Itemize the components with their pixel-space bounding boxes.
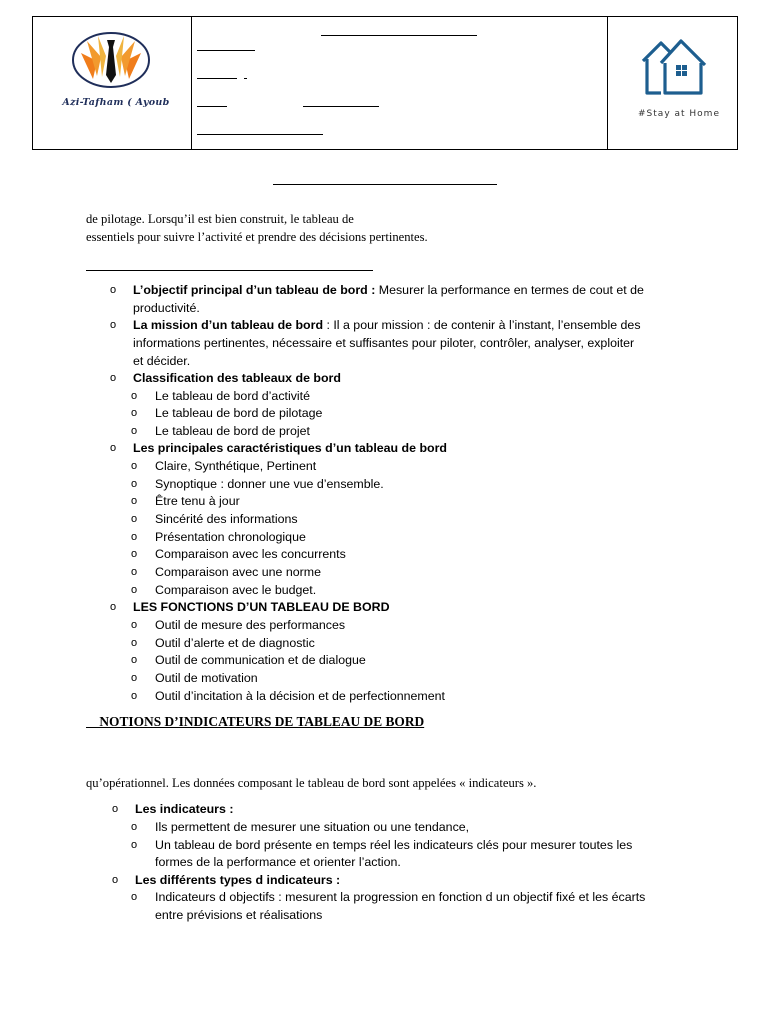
intro-line-1: de pilotage. Lorsqu’il est bien construit, le tableau de — [86, 212, 354, 226]
sub-list-item — [155, 494, 240, 508]
header-field-line — [197, 106, 227, 107]
list-item-text: Mesurer la performance en termes de cout et de — [378, 283, 644, 297]
sub-list-item — [155, 653, 366, 667]
sub-list-item — [155, 459, 316, 473]
list-item-text: productivité. — [133, 301, 200, 315]
list-item-text: entre prévisions et réalisations — [155, 908, 323, 922]
sub-list-item — [155, 838, 632, 852]
header-field-line — [303, 106, 379, 107]
list-item-text: Le tableau de bord d’activité — [155, 389, 310, 403]
section-title-indicators: NOTIONS D’INDICATEURS DE TABLEAU DE BORD — [86, 714, 425, 729]
sub-list-item — [155, 406, 322, 420]
logo-icon — [71, 31, 151, 89]
list-item-heading: L’objectif principal d’un tableau de bord : — [133, 283, 379, 297]
sub-list-item — [155, 890, 645, 904]
sub-list-item — [155, 477, 384, 491]
list-item-text: Le tableau de bord de projet — [155, 424, 311, 438]
house-icon — [639, 35, 711, 97]
bullet-icon: o — [131, 690, 138, 702]
list-item-text: Outil de motivation — [155, 671, 258, 685]
header-field-line — [197, 78, 237, 79]
list-item-heading: Les différents types d indicateurs : — [135, 873, 341, 887]
bullet-icon: o — [131, 821, 138, 833]
list-item-text: Outil d’incitation à la décision et de perfectionnement — [155, 689, 445, 703]
list-item — [133, 371, 341, 385]
sub-list-item — [155, 583, 316, 597]
header-table — [32, 16, 738, 150]
section-heading-line — [86, 270, 373, 271]
header-divider-left — [191, 17, 192, 149]
bullet-icon: o — [110, 601, 117, 613]
sub-list-item — [155, 389, 310, 403]
bullet-icon: o — [110, 284, 117, 296]
list-item-text: Claire, Synthétique, Pertinent — [155, 459, 317, 473]
list-item — [133, 441, 447, 455]
sub-list-item — [155, 671, 258, 685]
list-item — [133, 283, 644, 297]
list-item-heading: Les principales caractéristiques d’un tableau de bord — [133, 441, 447, 455]
list-item-text: Outil d’alerte et de diagnostic — [155, 636, 315, 650]
sub-list-item — [155, 565, 321, 579]
list-item-text: Comparaison avec le budget. — [155, 583, 317, 597]
page-title-line — [273, 184, 497, 185]
bullet-icon: o — [131, 839, 138, 851]
bullet-icon: o — [131, 407, 138, 419]
bullet-icon: o — [131, 425, 138, 437]
bullet-icon: o — [131, 637, 138, 649]
list-item — [133, 318, 641, 332]
header-divider-right — [607, 17, 608, 149]
bullet-icon: o — [131, 566, 138, 578]
list-item-text: Outil de mesure des performances — [155, 618, 346, 632]
bullet-icon: o — [131, 390, 138, 402]
intro-line-2: essentiels pour suivre l’activité et prendre des décisions pertinentes. — [86, 230, 428, 244]
list-item-text: Ils permettent de mesurer une situation ou une tendance, — [155, 820, 470, 834]
bullet-icon: o — [112, 874, 119, 886]
list-item — [133, 354, 190, 368]
bullet-icon: o — [131, 891, 138, 903]
bullet-icon: o — [131, 548, 138, 560]
sub-list-item — [155, 512, 298, 526]
indicators-intro: qu’opérationnel. Les données composant le tableau de bord sont appelées « indicateurs ». — [86, 776, 537, 790]
list-item-text: Indicateurs d objectifs : mesurent la progression en fonction d un objectif fixé et les écarts — [155, 890, 646, 904]
bullet-icon: o — [112, 803, 119, 815]
list-item-text: Un tableau de bord présente en temps réel les indicateurs clés pour mesurer toutes les — [155, 838, 633, 852]
list-item-text: Sincérité des informations — [155, 512, 298, 526]
list-item-heading: Les indicateurs : — [135, 802, 234, 816]
bullet-icon: o — [131, 495, 138, 507]
sub-list-item — [155, 547, 346, 561]
sub-list-item — [155, 820, 469, 834]
bullet-icon: o — [131, 513, 138, 525]
header-title-line — [321, 35, 477, 36]
list-item — [133, 600, 390, 614]
bullet-icon: o — [131, 654, 138, 666]
list-item-text: Synoptique : donner une vue d’ensemble. — [155, 477, 384, 491]
sub-list-item — [155, 424, 310, 438]
header-field-line — [197, 134, 323, 135]
list-item-heading: Classification des tableaux de bord — [133, 371, 341, 385]
bullet-icon: o — [110, 442, 117, 454]
sub-list-item — [155, 636, 315, 650]
list-item — [133, 301, 200, 315]
bullet-icon: o — [131, 478, 138, 490]
list-item-text: Le tableau de bord de pilotage — [155, 406, 323, 420]
bullet-icon: o — [110, 372, 117, 384]
stay-at-home-caption: #Stay at Home — [638, 109, 720, 119]
sub-list-item — [155, 855, 401, 869]
sub-list-item — [155, 908, 322, 922]
bullet-icon: o — [131, 672, 138, 684]
bullet-icon: o — [131, 584, 138, 596]
list-item-text: : Il a pour mission : de contenir à l’instant, l’ensemble des — [326, 318, 641, 332]
header-field-line — [197, 50, 255, 51]
bullet-icon: o — [131, 619, 138, 631]
sub-list-item — [155, 689, 445, 703]
sub-list-item — [155, 618, 345, 632]
list-item-text: Être tenu à jour — [155, 494, 240, 508]
bullet-icon: o — [131, 531, 138, 543]
list-item-text: formes de la performance et orienter l’action. — [155, 855, 401, 869]
list-item-text: informations pertinentes, nécessaire et suffisantes pour piloter, contrôler, analyser, exploiter — [133, 336, 635, 350]
list-item-text: Outil de communication et de dialogue — [155, 653, 366, 667]
list-item-heading: LES FONCTIONS D’UN TABLEAU DE BORD — [133, 600, 390, 614]
list-item — [135, 802, 233, 816]
list-item-text: Comparaison avec les concurrents — [155, 547, 346, 561]
list-item-text: Présentation chronologique — [155, 530, 306, 544]
list-item-text: Comparaison avec une norme — [155, 565, 321, 579]
sub-list-item — [155, 530, 306, 544]
list-item-text: et décider. — [133, 354, 191, 368]
header-field-line — [244, 78, 247, 79]
list-item — [133, 336, 634, 350]
list-item-heading: La mission d’un tableau de bord — [133, 318, 327, 332]
list-item — [135, 873, 340, 887]
bullet-icon: o — [110, 319, 117, 331]
bullet-icon: o — [131, 460, 138, 472]
logo-text: Azi-Tafham ( Ayoub — [62, 97, 170, 108]
